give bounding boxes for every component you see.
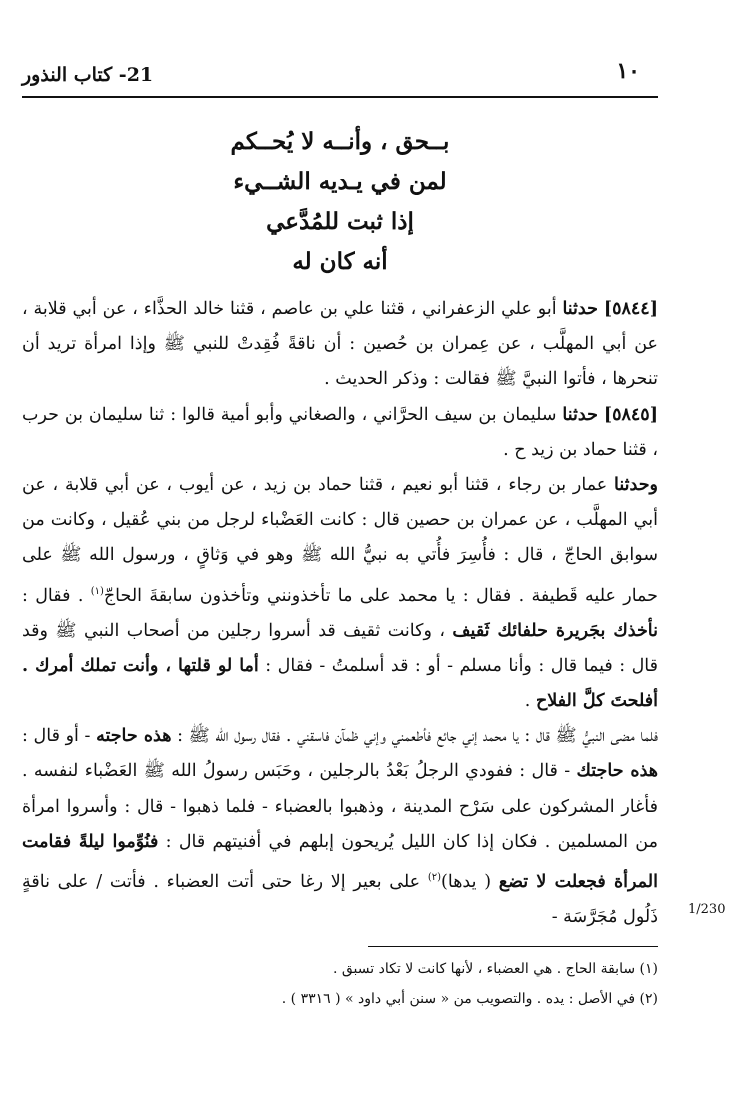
hadith-text: على بعير إلا رغا حتى أتت العضباء . فأتت / على ناقةٍ ذَلُول مُجَرَّسَة - — [22, 871, 658, 928]
chapter-heading-line: لمن في يـديه الشــيء — [233, 168, 447, 195]
hadith-text: عمار بن رجاء ، قثنا أبو نعيم ، قثنا حماد بن زيد ، عن أيوب ، عن أبي قلابة ، عن أبي المهلَّب ، عن عمران بن حصين قال : كانت العَضْباء لرجل من بني عُقيل ، وكانت من سوابق الحاجّ ، قال : فأُسِرَ فأُتي به نبيُّ الله ﷺ وهو في وَثاقٍ ، ورسول الله ﷺ على حمار عليه قَطيفة . فقال : يا محمد على ما تأخذونني وتأخذون سابقةَ الحاجّ — [22, 475, 658, 606]
chapter-heading-line: أنه كان له — [292, 248, 388, 275]
prophetic-speech: هذه حاجتك — [576, 761, 658, 782]
hadith-paragraph — [22, 292, 658, 398]
hadith-paragraph — [22, 468, 658, 719]
hadith-paragraph — [22, 719, 658, 935]
hadith-lead: حدثنا — [562, 299, 598, 319]
hadith-text: - أو قال : — [22, 726, 97, 747]
hadith-number: [٥٨٤٤] — [603, 299, 658, 319]
chapter-heading-line: بــحق ، وأنــه لا يُحــكم — [230, 128, 450, 155]
book-title: 21- كتاب النذور — [22, 64, 154, 86]
margin-reference: 1/230 — [688, 902, 726, 917]
footnote-rule — [368, 946, 658, 947]
body-text — [22, 292, 658, 935]
footnote-marker: (٢) — [427, 872, 442, 884]
emphasized-text: فنُوِّموا ليلةً فقامت المرأة فجعلت لا تضع — [22, 831, 658, 892]
hadith-text: سليمان بن سيف الحرَّاني ، والصغاني وأبو أمية قالوا : ثنا سليمان بن حرب ، قثنا حماد بن زيد ح . — [22, 404, 658, 460]
chapter-heading-line: إذا ثبت للمُدَّعي — [266, 208, 414, 235]
footnote: (٢) في الأصل : يده . والتصويب من « سنن أبي داود » ( ٣٣١٦ ) . — [281, 991, 658, 1007]
hadith-text: أبو علي الزعفراني ، قثنا علي بن عاصم ، قثنا خالد الحذَّاء ، عن أبي قلابة ، عن أبي المهلَّب ، عن عِمران بن حُصين : أن ناقةً فُقِدتْ للنبي ﷺ وإذا امرأة تريد أن تنحرها ، فأتوا النبيَّ ﷺ فقالت : وذكر الحديث . — [22, 299, 658, 390]
hadith-text: ، وكانت ثقيف قد أسروا رجلين من أصحاب النبي ﷺ وقد قال : فيما قال : وأنا مسلم - أو : قد أسلمتُ - فقال : — [22, 620, 658, 676]
hadith-text: - قال : ففودي الرجلُ بَعْدُ بالرجلين ، وحَبَس رسولُ الله ﷺ العَضْباء لنفسه . فأغار المشركون على سَرْح المدينة ، وذهبوا بالعضباء - فلما ذهبوا - قال : وأسروا امرأة من المسلمين . فكان إذا كان الليل يُريحون إبلهم في أفنيتهم قال : — [22, 761, 658, 852]
hadith-number: [٥٨٤٥] — [603, 404, 658, 425]
prophetic-speech: هذه حاجته — [96, 726, 172, 747]
hadith-text: ( يدها) — [441, 871, 499, 892]
header-rule — [22, 96, 658, 98]
prophetic-speech: أما لو قلتها ، وأنت تملك أمرك . أفلحتَ كلَّ الفلاح — [22, 655, 658, 712]
prophetic-speech: نأخذك بجَريرة حلفائك ثَقيف — [452, 620, 658, 641]
footnote: (١) سابقة الحاج . هي العضباء ، لأنها كانت لا تكاد تسبق . — [332, 961, 658, 977]
footnotes — [88, 954, 658, 1014]
hadith-lead: وحدثنا — [614, 475, 658, 496]
hadith-text: فلما مضى النبيُّ ﷺ قال : يا محمد إني جائع فأطعمني وإني ظمآن فاسقني . فقال رسول الله ﷺ : — [171, 726, 658, 747]
footnote-marker: (١) — [90, 585, 104, 597]
page-number: ١٠ — [616, 58, 640, 84]
running-head — [22, 58, 658, 96]
hadith-text: . فقال : — [22, 585, 91, 606]
chapter-heading — [22, 122, 658, 282]
hadith-text: . — [524, 691, 536, 712]
hadith-paragraph — [22, 398, 658, 468]
hadith-lead: حدثنا — [562, 404, 598, 425]
